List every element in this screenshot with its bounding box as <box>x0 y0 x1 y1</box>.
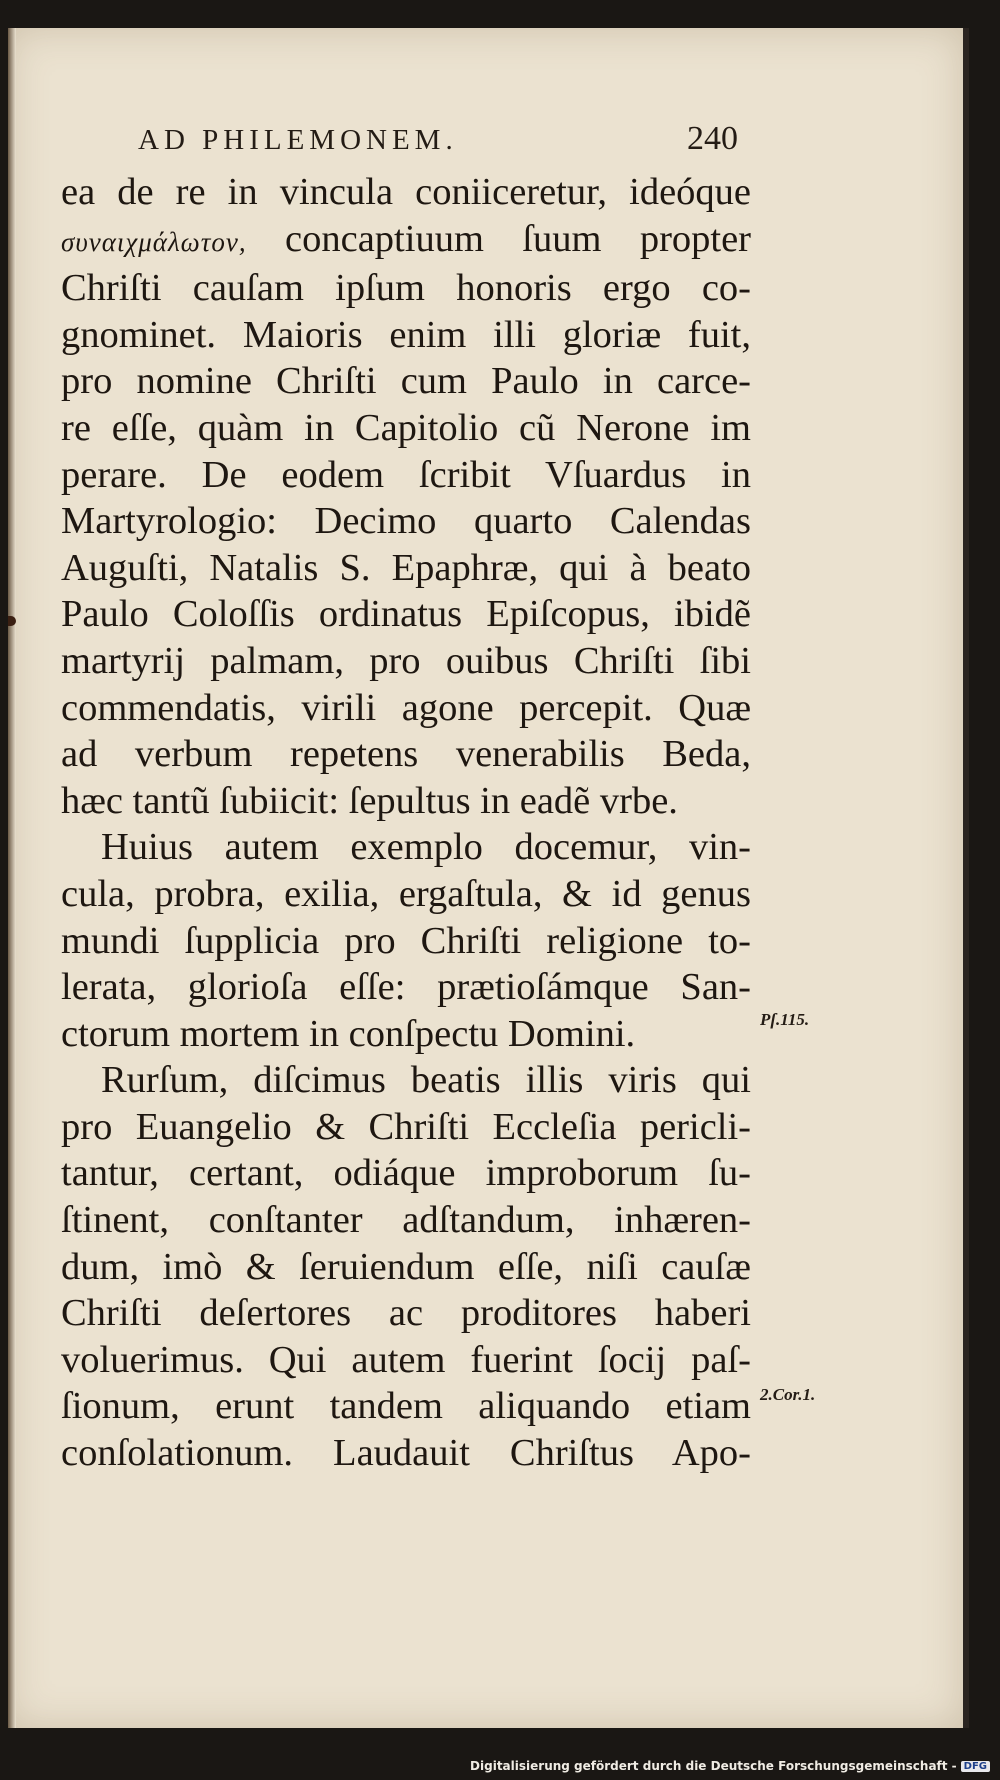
dfg-logo-icon: DFG <box>961 1761 990 1772</box>
text-line: Rurſum, diſcimus beatis illis viris qui <box>101 1059 751 1102</box>
running-title: AD PHILEMONEM. <box>138 124 458 156</box>
text-line: voluerimus. Qui autem fuerint ſocij paſ- <box>61 1338 751 1381</box>
text-line: ad verbum repetens venerabilis Beda, <box>61 733 751 776</box>
text-line: commendatis, virili agone percepit. Quæ <box>61 686 751 729</box>
text-line: Auguſti, Natalis S. Epaphræ, qui à beato <box>61 546 751 589</box>
text-line: martyrij palmam, pro ouibus Chriſti ſibi <box>61 639 751 682</box>
text-fragment: concaptiuum ſuum propter <box>285 217 751 260</box>
running-head <box>138 120 738 158</box>
text-line <box>61 216 751 266</box>
main-text <box>61 169 751 1477</box>
text-line: Chriſti deſertores ac proditores haberi <box>61 1292 751 1335</box>
margin-note-corinthians: 2.Cor.1. <box>760 1385 816 1404</box>
book-page <box>8 28 969 1728</box>
text-line: pro nomine Chriſti cum Paulo in carce- <box>61 360 751 403</box>
text-line: mundi ſupplicia pro Chriſti religione to- <box>61 919 751 962</box>
text-line: perare. De eodem ſcribit Vſuardus in <box>61 453 751 496</box>
text-line: gnominet. Maioris enim illi gloriæ fuit, <box>61 313 751 356</box>
text-line: hæc tantũ ſubiicit: ſepultus in eadẽ vrbe. <box>61 779 678 822</box>
text-line: Paulo Coloſſis ordinatus Epiſcopus, ibidẽ <box>61 593 751 636</box>
text-line: re eſſe, quàm in Capitolio cũ Nerone im <box>61 406 751 449</box>
digitization-credit <box>470 1759 990 1773</box>
text-line: ctorum mortem in conſpectu Domini. <box>61 1012 636 1055</box>
credit-text: Digitalisierung gefördert durch die Deutsche Forschungsgemeinschaft - <box>470 1759 957 1773</box>
text-line: ſionum, erunt tandem aliquando etiam <box>61 1385 751 1428</box>
page-gutter-shadow <box>8 28 16 1728</box>
text-line: Martyrologio: Decimo quarto Calendas <box>61 500 751 543</box>
text-line: pro Euangelio & Chriſti Eccleſia pericli- <box>61 1105 751 1148</box>
text-line: Huius autem exemplo docemur, vin- <box>101 826 751 869</box>
text-line: cula, probra, exilia, ergaſtula, & id genus <box>61 872 751 915</box>
text-line: Chriſti cauſam ipſum honoris ergo co- <box>61 267 751 310</box>
margin-note-psalm: Pſ.115. <box>760 1010 810 1029</box>
text-line: ſtinent, conſtanter adſtandum, inhæren- <box>61 1199 751 1242</box>
text-line: ea de re in vincula coniiceretur, ideóque <box>61 171 751 213</box>
text-line: lerata, glorioſa eſſe: prætioſámque San- <box>61 966 751 1009</box>
text-line: conſolationum. Laudauit Chriſtus Apo- <box>61 1432 751 1475</box>
greek-word: συναιχμάλωτον, <box>61 226 247 257</box>
page-number: 240 <box>687 120 738 157</box>
text-line: tantur, certant, odiáque improborum ſu- <box>61 1152 751 1195</box>
text-line: dum, imò & ſeruiendum eſſe, niſi cauſæ <box>61 1245 751 1288</box>
